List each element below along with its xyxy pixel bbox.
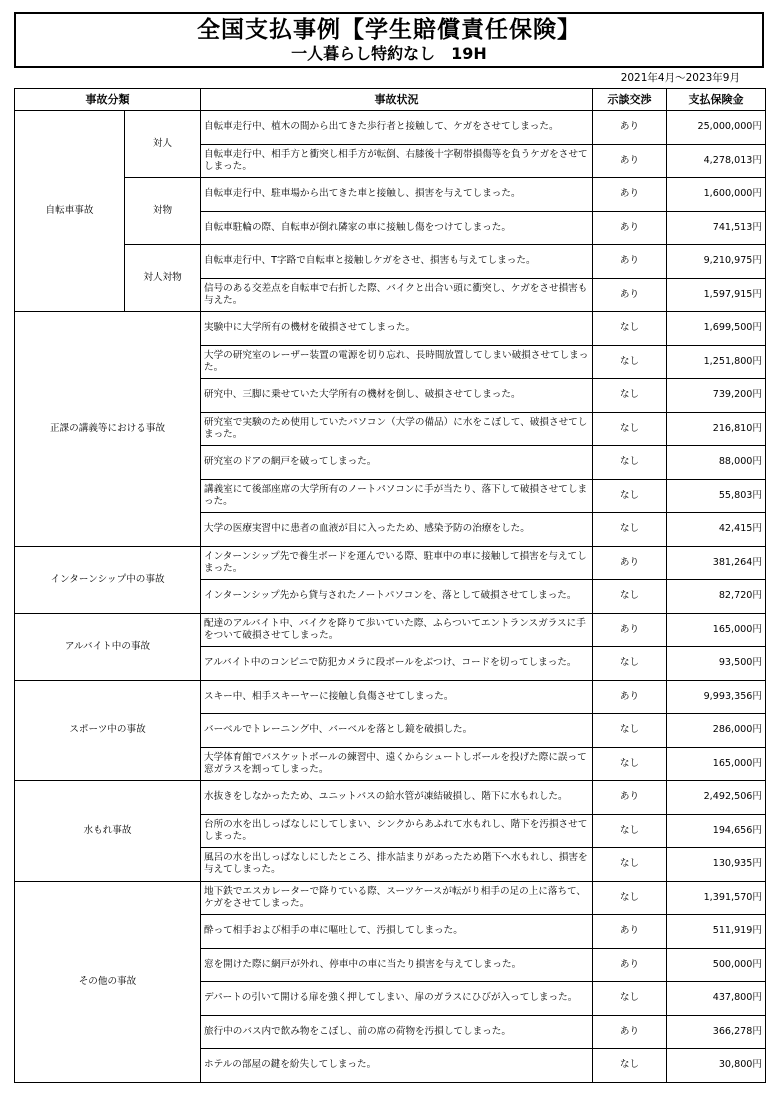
amount-cell: 93,500円 (667, 647, 766, 681)
situation-cell: 風呂の水を出しっぱなしにしたところ、排水詰まりがあったため階下へ水もれし、損害を与えてしまった。 (201, 848, 593, 882)
amount-cell: 216,810円 (667, 412, 766, 446)
amount-cell: 9,993,356円 (667, 680, 766, 714)
amount-cell: 25,000,000円 (667, 111, 766, 145)
negotiation-cell: なし (593, 881, 667, 915)
table-row (15, 781, 766, 815)
situation-cell: 自転車走行中、植木の間から出てきた歩行者と接触して、ケガをさせてしまった。 (201, 111, 593, 145)
negotiation-cell: あり (593, 1015, 667, 1049)
situation-cell: 窓を開けた際に網戸が外れ、停車中の車に当たり損害を与えてしまった。 (201, 948, 593, 982)
negotiation-cell: あり (593, 211, 667, 245)
situation-cell: アルバイト中のコンビニで防犯カメラに段ボールをぶつけ、コードを切ってしまった。 (201, 647, 593, 681)
situation-cell: 自転車走行中、T字路で自転車と接触しケガをさせ、損害も与えてしまった。 (201, 245, 593, 279)
negotiation-cell: なし (593, 446, 667, 480)
negotiation-cell: あり (593, 278, 667, 312)
situation-cell: デパートの引いて開ける扉を強く押してしまい、扉のガラスにひびが入ってしまった。 (201, 982, 593, 1016)
category-cell: アルバイト中の事故 (15, 613, 201, 680)
subcategory-cell: 対人対物 (125, 245, 201, 312)
situation-cell: 自転車走行中、相手方と衝突し相手方が転倒、右膝後十字靭帯損傷等を負うケガをさせてしまった。 (201, 144, 593, 178)
situation-cell: 酔って相手および相手の車に嘔吐して、汚損してしまった。 (201, 915, 593, 949)
amount-cell: 1,597,915円 (667, 278, 766, 312)
period-label: 2021年4月～2023年9月 (620, 72, 740, 84)
amount-cell: 30,800円 (667, 1049, 766, 1083)
amount-cell: 437,800円 (667, 982, 766, 1016)
amount-cell: 286,000円 (667, 714, 766, 748)
amount-cell: 55,803円 (667, 479, 766, 513)
situation-cell: 水抜きをしなかったため、ユニットバスの給水管が凍結破損し、階下に水もれした。 (201, 781, 593, 815)
table-row (15, 680, 766, 714)
negotiation-cell: なし (593, 848, 667, 882)
subcategory-cell: 対物 (125, 178, 201, 245)
table-row (15, 546, 766, 580)
category-cell: 水もれ事故 (15, 781, 201, 882)
negotiation-cell: あり (593, 915, 667, 949)
negotiation-cell: あり (593, 178, 667, 212)
subcategory-cell: 対人 (125, 111, 201, 178)
negotiation-cell: なし (593, 312, 667, 346)
situation-cell: バーベルでトレーニング中、バーベルを落とし鏡を破損した。 (201, 714, 593, 748)
table-row (15, 178, 766, 212)
negotiation-cell: なし (593, 814, 667, 848)
negotiation-cell: あり (593, 245, 667, 279)
amount-cell: 381,264円 (667, 546, 766, 580)
situation-cell: 講義室にて後部座席の大学所有のノートパソコンに手が当たり、落下して破損させてしまった。 (201, 479, 593, 513)
negotiation-cell: なし (593, 714, 667, 748)
amount-cell: 1,251,800円 (667, 345, 766, 379)
amount-cell: 366,278円 (667, 1015, 766, 1049)
amount-cell: 165,000円 (667, 613, 766, 647)
situation-cell: インターンシップ先から貸与されたノートパソコンを、落として破損させてしまった。 (201, 580, 593, 614)
table-row (15, 312, 766, 346)
category-cell: その他の事故 (15, 881, 201, 1082)
category-cell: インターンシップ中の事故 (15, 546, 201, 613)
column-header-amount: 支払保険金 (667, 89, 766, 111)
situation-cell: 実験中に大学所有の機材を破損させてしまった。 (201, 312, 593, 346)
situation-cell: 台所の水を出しっぱなしにしてしまい、シンクからあふれて水もれし、階下を汚損させてしまった。 (201, 814, 593, 848)
amount-cell: 88,000円 (667, 446, 766, 480)
amount-cell: 2,492,506円 (667, 781, 766, 815)
category-cell: スポーツ中の事故 (15, 680, 201, 781)
page-subtitle: 一人暮らし特約なし 19H (291, 44, 487, 63)
category-cell: 自転車事故 (15, 111, 125, 312)
amount-cell: 4,278,013円 (667, 144, 766, 178)
table-row (15, 111, 766, 145)
negotiation-cell: なし (593, 412, 667, 446)
negotiation-cell: なし (593, 345, 667, 379)
negotiation-cell: なし (593, 479, 667, 513)
situation-cell: 大学の研究室のレーザー装置の電源を切り忘れ、長時間放置してしまい破損させてしまった。 (201, 345, 593, 379)
amount-cell: 165,000円 (667, 747, 766, 781)
negotiation-cell: なし (593, 1049, 667, 1083)
column-header-situation: 事故状況 (201, 89, 593, 111)
negotiation-cell: あり (593, 546, 667, 580)
category-cell: 正課の講義等における事故 (15, 312, 201, 547)
amount-cell: 1,600,000円 (667, 178, 766, 212)
amount-cell: 130,935円 (667, 848, 766, 882)
situation-cell: ホテルの部屋の鍵を紛失してしまった。 (201, 1049, 593, 1083)
situation-cell: 自転車走行中、駐車場から出てきた車と接触し、損害を与えてしまった。 (201, 178, 593, 212)
negotiation-cell: なし (593, 647, 667, 681)
negotiation-cell: あり (593, 948, 667, 982)
negotiation-cell: あり (593, 111, 667, 145)
situation-cell: 大学の医療実習中に患者の血液が目に入ったため、感染予防の治療をした。 (201, 513, 593, 547)
situation-cell: 旅行中のバス内で飲み物をこぼし、前の席の荷物を汚損してしまった。 (201, 1015, 593, 1049)
negotiation-cell: あり (593, 613, 667, 647)
situation-cell: 信号のある交差点を自転車で右折した際、バイクと出合い頭に衝突し、ケガをさせ損害も与えた。 (201, 278, 593, 312)
amount-cell: 9,210,975円 (667, 245, 766, 279)
situation-cell: 研究室で実験のため使用していたパソコン（大学の備品）に水をこぼして、破損させてしまった。 (201, 412, 593, 446)
negotiation-cell: なし (593, 513, 667, 547)
negotiation-cell: なし (593, 982, 667, 1016)
table-row (15, 881, 766, 915)
amount-cell: 511,919円 (667, 915, 766, 949)
table-row (15, 245, 766, 279)
situation-cell: 地下鉄でエスカレーターで降りている際、スーツケースが転がり相手の足の上に落ちて、ケガをさせてしまった。 (201, 881, 593, 915)
cases-table (14, 88, 766, 1083)
situation-cell: 大学体育館でバスケットボールの練習中、遠くからシュートしボールを投げた際に誤って窓ガラスを割ってしまった。 (201, 747, 593, 781)
amount-cell: 42,415円 (667, 513, 766, 547)
amount-cell: 741,513円 (667, 211, 766, 245)
situation-cell: 研究中、三脚に乗せていた大学所有の機材を倒し、破損させてしまった。 (201, 379, 593, 413)
column-header-category: 事故分類 (15, 89, 201, 111)
negotiation-cell: あり (593, 781, 667, 815)
negotiation-cell: なし (593, 379, 667, 413)
situation-cell: インターンシップ先で養生ボードを運んでいる際、駐車中の車に接触して損害を与えてしまった。 (201, 546, 593, 580)
amount-cell: 500,000円 (667, 948, 766, 982)
situation-cell: 配達のアルバイト中、バイクを降りて歩いていた際、ふらついてエントランスガラスに手をついて破損させてしまった。 (201, 613, 593, 647)
amount-cell: 1,391,570円 (667, 881, 766, 915)
amount-cell: 739,200円 (667, 379, 766, 413)
column-header-negotiation: 示談交渉 (593, 89, 667, 111)
situation-cell: 自転車駐輪の際、自転車が倒れ隣家の車に接触し傷をつけてしまった。 (201, 211, 593, 245)
table-row (15, 613, 766, 647)
negotiation-cell: なし (593, 747, 667, 781)
cases-table-body (15, 111, 766, 1083)
situation-cell: 研究室のドアの網戸を破ってしまった。 (201, 446, 593, 480)
negotiation-cell: あり (593, 144, 667, 178)
negotiation-cell: あり (593, 680, 667, 714)
amount-cell: 1,699,500円 (667, 312, 766, 346)
amount-cell: 82,720円 (667, 580, 766, 614)
page-title: 全国支払事例【学生賠償責任保険】 (197, 17, 581, 43)
amount-cell: 194,656円 (667, 814, 766, 848)
situation-cell: スキー中、相手スキーヤーに接触し負傷させてしまった。 (201, 680, 593, 714)
negotiation-cell: なし (593, 580, 667, 614)
table-header-row (15, 89, 766, 111)
title-box (14, 12, 764, 68)
